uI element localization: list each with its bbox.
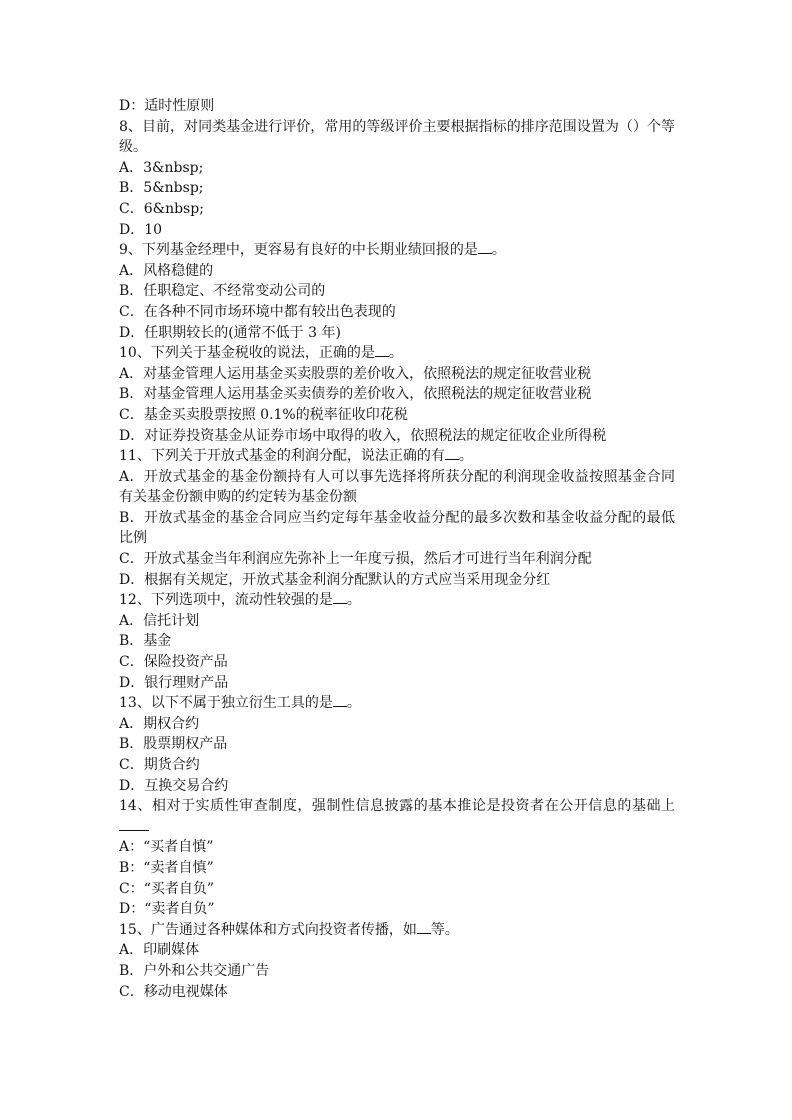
question-9-option-d: D．任职期较长的(通常不低于 3 年)	[119, 324, 341, 341]
question-13-stem: 13、以下不属于独立衍生工具的是 。	[119, 695, 361, 712]
question-13-option-a: A．期权合约	[119, 715, 200, 732]
answer-blank	[478, 240, 492, 254]
question-8-option-a: A．3&nbsp;	[119, 159, 204, 176]
question-13-option-b: B．股票期权产品	[119, 736, 228, 753]
question-8-stem: 8、目前，对同类基金进行评价，常用的等级评价主要根据指标的排序范围设置为（）个等级。	[119, 118, 675, 156]
question-14-option-c: C：“买者自负”	[119, 880, 215, 897]
answer-blank	[119, 817, 149, 831]
document-body	[119, 96, 675, 1002]
question-14-option-a: A：“买者自慎”	[119, 839, 214, 856]
answer-blank	[445, 446, 459, 460]
question-12-option-c: C．保险投资产品	[119, 654, 228, 671]
answer-blank	[333, 693, 347, 707]
answer-blank	[375, 343, 389, 357]
question-10-option-b: B．对基金管理人运用基金买卖债券的差价收入，依照税法的规定征收营业税	[119, 386, 592, 403]
question-9-stem: 9、下列基金经理中，更容易有良好的中长期业绩回报的是 。	[119, 242, 506, 259]
question-14-option-b: B：“卖者自慎”	[119, 859, 214, 876]
question-11-stem: 11、下列关于开放式基金的利润分配，说法正确的有 。	[119, 448, 473, 465]
question-12-option-b: B．基金	[119, 633, 172, 650]
question-9-option-a: A．风格稳健的	[119, 262, 214, 279]
answer-blank	[417, 920, 431, 934]
option-d-prev-question: D：适时性原则	[119, 98, 215, 114]
question-15-option-a: A．印刷媒体	[119, 942, 200, 959]
question-11-option-c: C．开放式基金当年利润应先弥补上一年度亏损，然后才可进行当年利润分配	[119, 551, 592, 568]
question-9-option-b: B．任职稳定、不经常变动公司的	[119, 283, 326, 300]
question-13-option-c: C．期货合约	[119, 757, 200, 773]
question-8-option-b: B．5&nbsp;	[119, 180, 204, 197]
question-10-option-a: A．对基金管理人运用基金买卖股票的差价收入，依照税法的规定征收营业税	[119, 365, 592, 382]
answer-blank	[333, 590, 347, 604]
question-12-option-d: D．银行理财产品	[119, 674, 229, 691]
question-14-option-d: D：“卖者自负”	[119, 901, 215, 918]
question-10-option-d: D．对证券投资基金从证券市场中取得的收入，依照税法的规定征收企业所得税	[119, 427, 607, 444]
question-14-stem: 14、相对于实质性审查制度，强制性信息披露的基本推论是投资者在公开信息的基础上	[119, 796, 675, 837]
question-11-option-d: D．根据有关规定，开放式基金利润分配默认的方式应当采用现金分红	[119, 571, 551, 588]
question-15-stem: 15、广告通过各种媒体和方式向投资者传播，如 等。	[119, 921, 459, 938]
question-11-option-a: A．开放式基金的基金份额持有人可以事先选择将所获分配的利润现金收益按照基金合同有关基金份额申购的约定转为基金份额	[119, 468, 675, 506]
question-13-option-d: D．互换交易合约	[119, 777, 229, 794]
question-15-option-b: B．户外和公共交通广告	[119, 962, 270, 979]
question-9-option-c: C．在各种不同市场环境中都有较出色表现的	[119, 303, 396, 320]
question-12-option-a: A．信托计划	[119, 612, 200, 629]
question-12-stem: 12、下列选项中，流动性较强的是 。	[119, 592, 361, 609]
question-10-stem: 10、下列关于基金税收的说法，正确的是 。	[119, 345, 403, 362]
question-15-option-c: C．移动电视媒体	[119, 983, 228, 1000]
question-8-option-d: D．10	[119, 221, 163, 238]
question-10-option-c: C．基金买卖股票按照 0.1%的税率征收印花税	[119, 406, 408, 423]
question-11-option-b: B．开放式基金的基金合同应当约定每年基金收益分配的最多次数和基金收益分配的最低比例	[119, 509, 675, 547]
question-8-option-c: C．6&nbsp;	[119, 200, 204, 217]
